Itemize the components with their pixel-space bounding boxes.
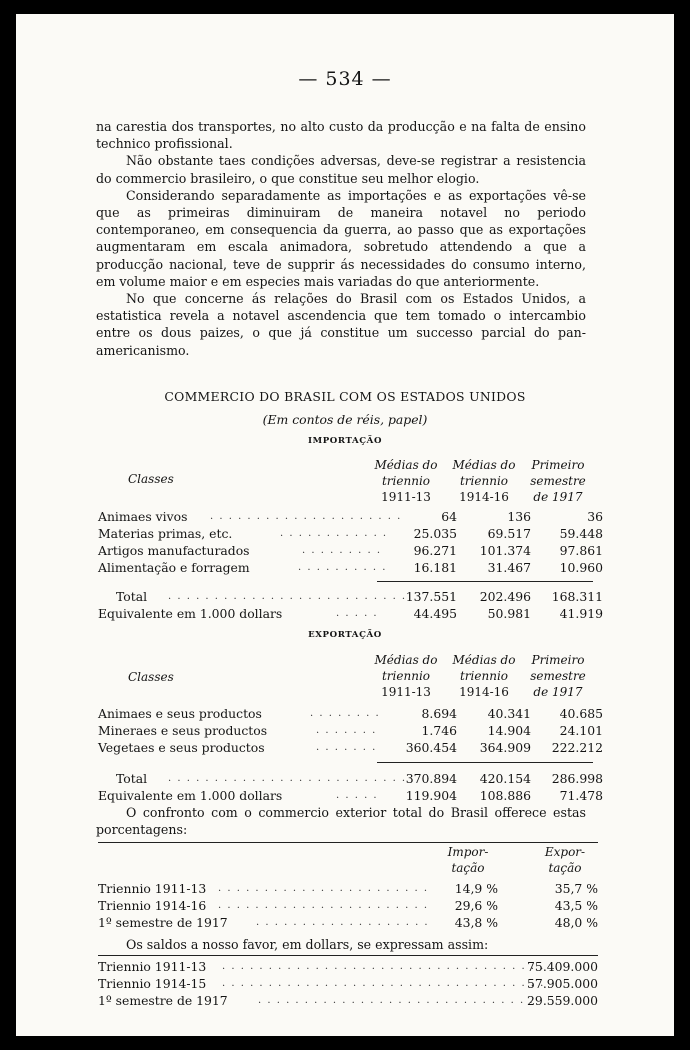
saldo-row: Triennio 1911-13 . . . . . . . . . . . . . . . . . . . . . . . . . . . . . . . . . . . 75.409.000	[98, 959, 598, 974]
importacao-heading: IMPORTAÇÃO	[307, 436, 383, 446]
total-row: Total . . . . . . . . . . . . . . . . . . . . . . . . . . 370.894 420.154 286.998	[116, 771, 603, 786]
classes-header: Classes	[128, 670, 174, 684]
saldo-row: Triennio 1914-15 . . . . . . . . . . . . . . . . . . . . . . . . . . . . . . . . . . . 57.905.000	[98, 976, 598, 991]
paragraph: Não obstante taes condições adversas, deve-se registrar a resistencia do commercio brasileiro, o que constitue seu melhor elogio.	[96, 153, 586, 186]
exportacao-pct-header: Expor- tação	[544, 845, 586, 875]
table-row: Artigos manufacturados . . . . . . . . . 96.271 101.374 97.861	[98, 543, 603, 558]
table-row: Mineraes e seus productos . . . . . . . 1.746 14.904 24.101	[98, 723, 603, 738]
table-row: Materias primas, etc. . . . . . . . . . . . . 25.035 69.517 59.448	[98, 526, 603, 541]
section-rule	[98, 955, 598, 956]
table-row: Animaes vivos . . . . . . . . . . . . . . . . . . . . . 64 136 36	[98, 509, 603, 524]
column-header-1914-16: Médias do triennio 1914-16	[452, 653, 516, 699]
total-rule	[377, 762, 593, 763]
total-rule	[377, 581, 593, 582]
exportacao-heading: EXPORTAÇÃO	[308, 630, 382, 640]
paragraph: na carestia dos transportes, no alto custo da producção e na falta de ensino technico profissional.	[96, 119, 586, 152]
table-title: COMMERCIO DO BRASIL COM OS ESTADOS UNIDOS	[164, 389, 526, 404]
table-subtitle: (Em contos de réis, papel)	[262, 412, 428, 427]
paragraph: No que concerne ás relações do Brasil com os Estados Unidos, a estatistica revela a notavel ascendencia que tem tomado o intercambio entre os dous paizes, o que já constitue um successo parcial do pan-americanismo.	[96, 291, 586, 358]
pct-row: Triennio 1914-16 . . . . . . . . . . . . . . . . . . . . . . . 29,6 % 43,5 %	[98, 898, 598, 913]
saldo-row: 1º semestre de 1917 . . . . . . . . . . . . . . . . . . . . . . . . . . . . . . 29.559.000	[98, 993, 598, 1008]
column-header-1917: Primeiro semestre de 1917	[530, 653, 586, 699]
column-header-1911-13: Médias do triennio 1911-13	[374, 653, 438, 699]
intro-text	[96, 118, 586, 359]
table-row: Animaes e seus productos . . . . . . . . 8.694 40.341 40.685	[98, 706, 603, 721]
table-row: Vegetaes e seus productos . . . . . . . 360.454 364.909 222.212	[98, 740, 603, 755]
column-header-1914-16: Médias do triennio 1914-16	[452, 458, 516, 504]
column-header-1911-13: Médias do triennio 1911-13	[374, 458, 438, 504]
table-row: Alimentação e forragem . . . . . . . . . . 16.181 31.467 10.960	[98, 560, 603, 575]
equivalent-row: Equivalente em 1.000 dollars . . . . . 119.904 108.886 71.478	[98, 788, 603, 803]
equivalent-row: Equivalente em 1.000 dollars . . . . . 44.495 50.981 41.919	[98, 606, 603, 621]
book-page	[16, 14, 674, 1036]
pct-row: Triennio 1911-13 . . . . . . . . . . . . . . . . . . . . . . . 14,9 % 35,7 %	[98, 881, 598, 896]
importacao-pct-header: Impor- tação	[447, 845, 489, 875]
paragraph: Considerando separadamente as importações e as exportações vê-se que as primeiras diminuiram de maneira notavel no periodo contemporaneo, em consequencia da guerra, ao passo que as exportações augmentaram em escala animadora, sobretudo attendendo a que a producção nacional, teve de supprir ás necessidades do consumo interno, em volume maior e em especies mais variadas do que anteriormente.	[96, 187, 586, 289]
page-number: — 534 —	[298, 68, 392, 90]
saldos-paragraph: Os saldos a nosso favor, em dollars, se expressam assim:	[126, 937, 489, 952]
section-rule	[98, 842, 598, 843]
pct-row: 1º semestre de 1917 . . . . . . . . . . . . . . . . . . . 43,8 % 48,0 %	[98, 915, 598, 930]
classes-header: Classes	[128, 472, 174, 486]
total-row: Total . . . . . . . . . . . . . . . . . . . . . . . . . . 137.551 202.496 168.311	[116, 589, 603, 604]
column-header-1917: Primeiro semestre de 1917	[530, 458, 586, 504]
confronto-paragraph: O confronto com o commercio exterior total do Brasil offerece estas porcentagens:	[96, 805, 586, 838]
